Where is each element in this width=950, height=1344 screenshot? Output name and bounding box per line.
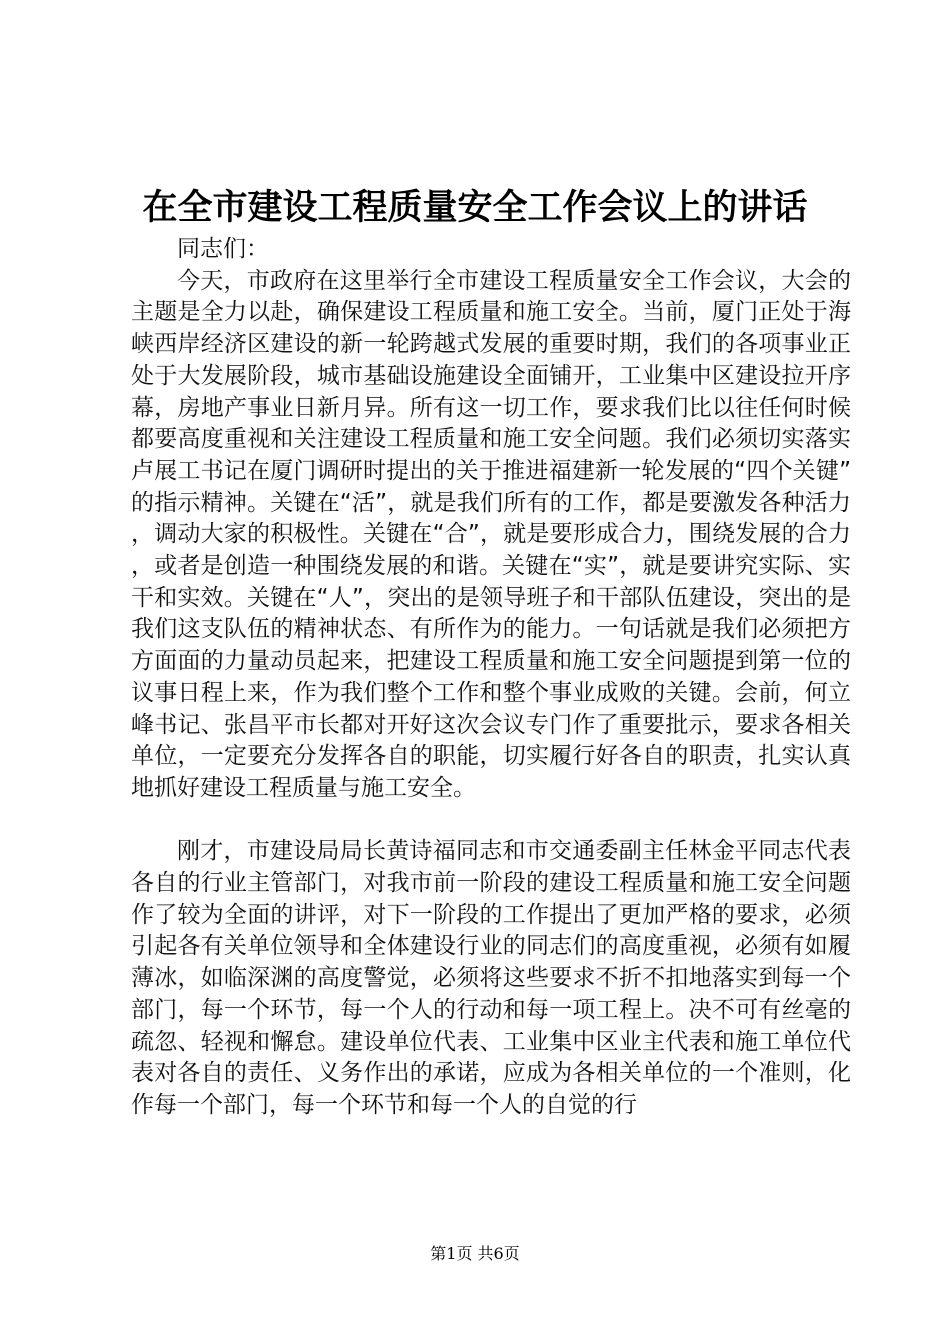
paragraph: 今天，市政府在这里举行全市建设工程质量安全工作会议，大会的主题是全力以赴，确保建设工程质量和施工安全。当前，厦门正处于海峡西岸经济区建设的新一轮跨越式发展的重要时期，我们的各项事业正处于大发展阶段，城市基础设施建设全面铺开，工业集中区建设拉开序幕，房地产事业日新月异。所有这一切工作，要求我们比以往任何时候都要高度重视和关注建设工程质量和施工安全问题。我们必须切实落实卢展工书记在厦门调研时提出的关于推进福建新一轮发展的“四个关键”的指示精神。关键在“活”，就是我们所有的工作，都是要激发各种活力，调动大家的积极性。关键在“合”，就是要形成合力，围绕发展的合力，或者是创造一种围绕发展的和谐。关键在“实”，就是要讲究实际、实干和实效。关键在“人”，突出的是领导班子和干部队伍建设，突出的是我们这支队伍的精神状态、有所作为的能力。一句话就是我们必须把方方面面的力量动员起来，把建设工程质量和施工安全问题提到第一位的议事日程上来，作为我们整个工作和整个事业成败的关键。会前，何立峰书记、张昌平市长都对开好这次会议专门作了重要批示，要求各相关单位，一定要充分发挥各自的职能，切实履行好各自的职责，扎实认真地抓好建设工程质量与施工安全。: [131, 267, 851, 801]
paragraph: 刚才，市建设局局长黄诗福同志和市交通委副主任林金平同志代表各自的行业主管部门，对我市前一阶段的建设工程质量和施工安全问题作了较为全面的讲评，对下一阶段的工作提出了更加严格的要求，必须引起各有关单位领导和全体建设行业的同志们的高度重视，必须有如履薄冰，如临深渊的高度警觉，必须将这些要求不折不扣地落实到每一个部门，每一个环节，每一个人的行动和每一项工程上。决不可有丝毫的疏忽、轻视和懈怠。建设单位代表、工业集中区业主代表和施工单位代表对各自的责任、义务作出的承诺，应成为各相关单位的一个准则，化作每一个部门，每一个环节和每一个人的自觉的行: [131, 838, 851, 1118]
page-number-footer: 第1页 共6页: [430, 1244, 520, 1263]
salutation: 同志们：: [177, 236, 269, 262]
document-body: [131, 234, 851, 1122]
document-title: 在全市建设工程质量安全工作会议上的讲话: [142, 187, 808, 228]
